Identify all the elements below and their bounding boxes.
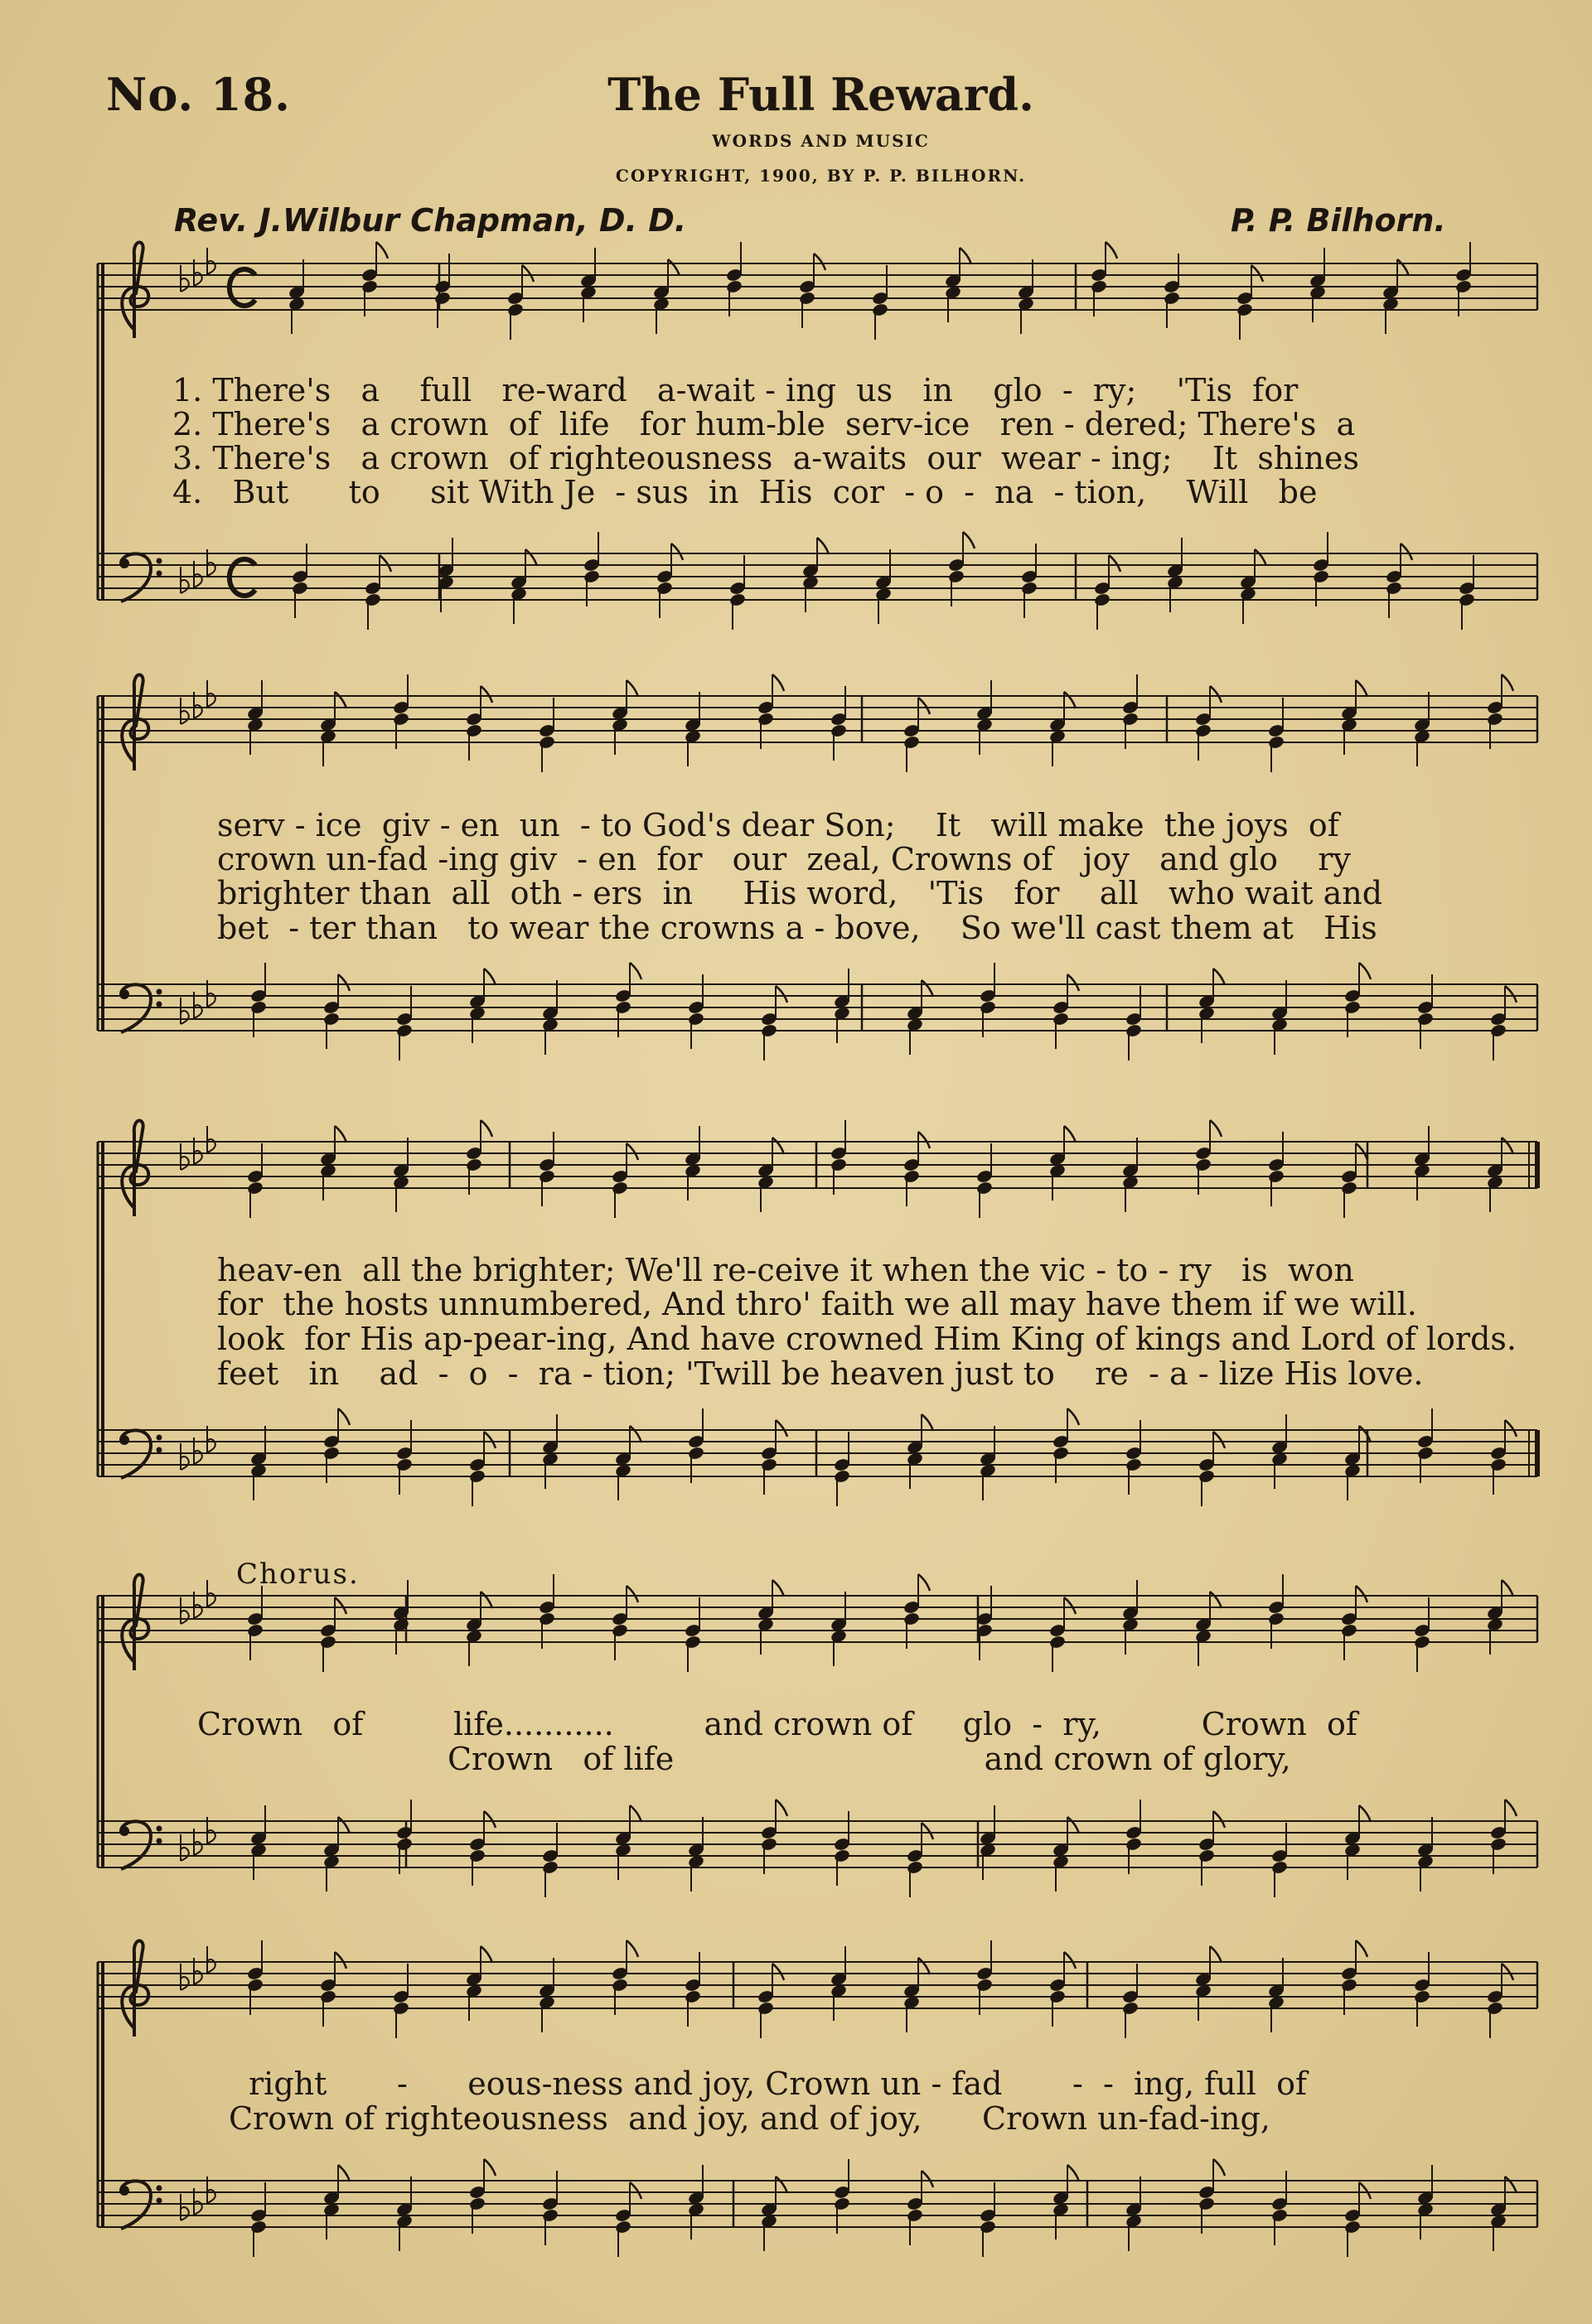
note-head [1020,581,1038,596]
flat-sign-icon [181,2207,189,2220]
note-flag [484,1811,496,1828]
note-head [1125,1023,1142,1038]
note-head [1416,1012,1434,1027]
note-flag [1106,242,1117,258]
note-flag [630,963,641,979]
note-flag [1505,1420,1517,1437]
note-head [541,2208,559,2223]
lyric-s2-v1: serv - ice giv - en un - to God's dear Son; It will make the joys of [217,807,1339,843]
note-flag [1210,686,1222,703]
lyric-s5-v1: right - eous-ness and joy, Crown un - fad - - ing, full of [249,2066,1308,2102]
note-head [395,1023,413,1038]
note-head [906,1860,923,1875]
note-flag [481,1120,492,1137]
note-flag [630,1426,641,1442]
note-flag [1356,1143,1367,1160]
note-flag [1251,265,1263,282]
bass-clef-dot [119,1826,129,1836]
lyric-s3-v1: heav-en all the brighter; We'll re-ceive it when the vic - to - ry is won [217,1252,1354,1288]
note-head [611,1181,628,1196]
note-flag [776,1420,787,1437]
lyric-s3-v4: feet in ad - o - ra - tion; 'Twill be heaven just to re - a - lize His love. [217,1355,1424,1392]
note-head [364,592,381,607]
lyric-s1-v2: 2. There's a crown of life for hum-ble serv-ice ren - dered; There's a [172,406,1356,442]
note-flag [1359,1805,1371,1822]
note-flag [963,532,975,548]
note-flag [1359,963,1371,979]
note-head [465,1157,482,1172]
note-flag [1210,1120,1222,1137]
treble-clef-icon [122,1120,148,1216]
note-head [902,735,920,750]
note-flag [922,1823,933,1839]
note-flag [1505,2177,1517,2193]
note-flag [484,969,496,985]
note-head [1270,1860,1288,1875]
note-head [1486,712,1503,727]
lyric-s4-v2: Crown of life and crown of glory, [197,1741,1291,1777]
note-head [1489,1457,1507,1472]
note-head [757,2001,774,2016]
note-head [1267,735,1285,750]
note-head [1489,1837,1507,1852]
note-flag [1502,1138,1513,1154]
chorus-label: Chorus. [236,1558,360,1591]
note-head [1270,2208,1288,2223]
note-head [322,1446,340,1461]
note-flag [1067,1408,1079,1425]
bass-clef-dot [157,989,162,995]
note-flag [1213,969,1225,985]
note-flag [671,544,683,560]
lyric-s4-v1: Crown of life........... and crown of glo - ry, Crown of [197,1706,1357,1742]
note-head [1489,1023,1507,1038]
note-flag [627,1143,638,1160]
note-flag [1067,974,1079,991]
note-flag [1359,2182,1371,2199]
bass-clef-dot [119,989,129,999]
note-head [906,2208,923,2223]
flat-sign-icon [181,1457,189,1470]
note-head [1052,1446,1069,1461]
note-head [760,1023,777,1038]
note-head [757,712,774,727]
note-flag [481,1592,492,1608]
note-flag [1210,1592,1222,1608]
note-flag [772,674,784,691]
note-flag [1502,674,1513,691]
note-head [975,1978,993,1993]
note-head [1340,1181,1357,1196]
note-head [541,1860,559,1875]
note-flag [814,254,825,270]
note-head [1194,723,1212,738]
flat-sign-icon [181,711,189,724]
note-head [468,1469,486,1484]
flat-sign-icon [181,1977,189,1990]
lyric-s5-v2: Crown of righteousness and joy, and of joy, Crown un-fad-ing, [229,2100,1270,2137]
note-head [798,291,815,306]
note-head [611,1978,628,1993]
note-head [1048,1635,1066,1650]
note-head [1198,1848,1215,1863]
note-head [684,1989,701,2004]
note-flag [922,980,933,997]
bass-clef-dot [157,1826,162,1832]
note-head [1125,1837,1142,1852]
note-flag [525,549,537,566]
composer-credit: P. P. Bilhorn. [1231,202,1446,239]
note-head [1125,1457,1142,1472]
note-head [395,1457,413,1472]
note-head [947,569,965,584]
note-flag [522,265,534,282]
note-flag [1109,555,1120,572]
note-head [614,2220,631,2235]
flat-sign-icon [181,278,189,292]
note-flag [922,1414,933,1431]
flat-sign-icon [181,1611,189,1624]
bass-clef-dot [157,571,162,577]
lyricist-credit: Rev. J.Wilbur Chapman, D. D. [174,202,687,239]
note-flag [1213,1432,1225,1448]
note-head [833,2196,850,2211]
bass-clef-dot [157,1435,162,1441]
note-head [392,2001,409,2016]
note-head [360,279,378,294]
note-head [249,2220,267,2235]
note-flag [776,2177,787,2193]
note-flag [630,1805,641,1822]
note-head [975,1181,993,1196]
note-flag [481,686,492,703]
bass-clef-dot [157,558,162,564]
note-flag [1213,1811,1225,1828]
lyric-s2-v4: bet - ter than to wear the crowns a - bove, So we'll cast them at His [217,910,1377,946]
note-flag [335,1126,346,1143]
note-head [1267,1611,1285,1626]
note-head [319,1635,336,1650]
bass-clef-dot [157,1002,162,1007]
note-head [1343,1000,1361,1015]
note-flag [1502,1580,1513,1597]
note-flag [338,974,350,991]
note-head [1385,581,1402,596]
treble-clef-icon [122,674,148,771]
note-head [1340,1623,1357,1638]
note-flag [338,1408,350,1425]
note-flag [627,680,638,697]
lyric-s1-v1: 1. There's a full re-ward a-wait - ing us in glo - ry; 'Tis for [172,372,1299,408]
lyric-s2-v3: brighter than all oth - ers in His word, 'Tis for all who wait and [217,875,1383,911]
note-head [902,1611,920,1626]
note-flag [776,1800,787,1816]
note-head [538,735,555,750]
note-head [830,723,847,738]
note-flag [1064,1126,1076,1143]
note-flag [918,698,930,714]
note-head [395,1837,413,1852]
note-flag [481,1946,492,1963]
note-head [1194,1157,1212,1172]
note-head [684,1635,701,1650]
note-head [760,1837,777,1852]
flat-sign-icon [181,580,189,593]
note-head [1454,279,1472,294]
note-flag [1213,2159,1225,2176]
note-flag [1067,1817,1079,1834]
lyric-s1-v4: 4. But to sit With Je - sus in His cor - o - na - tion, Will be [172,474,1318,510]
note-flag [1502,1964,1513,1980]
note-head [1090,279,1107,294]
note-head [979,1000,996,1015]
note-head [468,2196,486,2211]
note-head [246,1181,264,1196]
note-flag [484,1432,496,1448]
note-flag [1064,692,1076,708]
note-head [1052,1012,1069,1027]
note-flag [376,242,388,258]
note-flag [338,2165,350,2181]
note-head [1486,2001,1503,2016]
note-flag [1505,986,1517,1003]
note-flag [1255,549,1266,566]
note-flag [484,2159,496,2176]
note-flag [1064,1597,1076,1614]
note-flag [1356,1940,1367,1957]
note-flag [772,1138,784,1154]
lyric-s3-v3: look for His ap-pear-ing, And have crowned Him King of kings and Lord of lords. [217,1321,1517,1357]
note-head [1343,2220,1361,2235]
note-head [1198,1469,1215,1484]
lyric-s2-v2: crown un-fad -ing giv - en for our zeal, Crowns of joy and glo ry [217,841,1351,877]
note-head [291,581,308,596]
rights-line-2: COPYRIGHT, 1900, BY P. P. BILHORN. [615,166,1027,186]
note-flag [1505,1800,1517,1816]
note-head [1198,2196,1215,2211]
note-flag [922,2171,933,2187]
note-head [1163,291,1180,306]
note-head [1121,712,1139,727]
flat-sign-icon [181,1157,189,1170]
note-head [506,302,524,317]
note-head [1416,1446,1434,1461]
note-head [1093,592,1111,607]
note-flag [918,1574,930,1591]
hymn-number: No. 18. [106,68,291,121]
note-head [246,1978,264,1993]
note-flag [817,538,829,554]
note-head [538,1169,555,1184]
note-head [1413,1635,1430,1650]
note-head [833,1848,850,1863]
bass-clef-dot [119,558,129,568]
note-head [830,1157,847,1172]
treble-clef-icon [122,242,148,338]
note-head [538,1611,555,1626]
bass-clef-dot [119,1435,129,1445]
note-head [249,1000,267,1015]
bass-clef-dot [157,1838,162,1844]
note-head [687,1012,704,1027]
note-head [465,723,482,738]
bass-clef-dot [157,2198,162,2204]
note-head [1236,302,1253,317]
note-flag [627,1586,638,1602]
note-head [611,1623,628,1638]
note-head [1267,1169,1285,1184]
note-head [728,592,746,607]
note-flag [380,555,391,572]
note-flag [335,1597,346,1614]
note-flag [338,1817,350,1834]
note-head [433,291,451,306]
hymn-title: The Full Reward. [607,68,1034,121]
flat-sign-icon [181,1848,189,1861]
lyric-s1-v3: 3. There's a crown of righteousness a-waits our wear - ing; It shines [172,440,1359,476]
note-head [614,1000,631,1015]
note-head [1312,569,1329,584]
note-head [833,1469,850,1484]
bass-clef-dot [157,2186,162,2191]
note-flag [1210,1946,1222,1963]
note-head [871,302,888,317]
note-flag [918,1132,930,1148]
rights-line-1: WORDS AND MUSIC [712,131,930,151]
flat-sign-icon [181,1011,189,1024]
note-head [656,581,673,596]
note-flag [668,259,680,276]
note-flag [1397,259,1409,276]
bass-clef-dot [157,1447,162,1453]
note-head [902,1169,920,1184]
treble-clef-icon [122,1574,148,1670]
treble-clef-icon [122,1940,148,2037]
note-flag [1064,1952,1076,1969]
note-head [1340,1978,1357,1993]
note-flag [918,1958,930,1974]
note-head [1458,592,1475,607]
note-head [246,1623,264,1638]
note-flag [335,692,346,708]
note-head [322,1012,340,1027]
note-head [1413,1989,1430,2004]
note-head [725,279,743,294]
note-flag [627,1940,638,1957]
lyric-s3-v2: for the hosts unnumbered, And thro' faith we all may have them if we will. [217,1286,1417,1322]
note-flag [1067,2165,1079,2181]
note-head [583,569,600,584]
note-head [468,1848,486,1863]
note-flag [960,248,971,264]
note-flag [772,1580,784,1597]
note-flag [335,1952,346,1969]
bass-clef-dot [119,2186,129,2196]
note-head [1048,1989,1066,2004]
note-head [760,1457,777,1472]
note-flag [1359,1426,1371,1442]
note-flag [772,1964,784,1980]
note-head [979,2220,996,2235]
note-flag [1401,544,1412,560]
note-head [687,1446,704,1461]
note-flag [776,986,787,1003]
note-head [392,712,409,727]
note-flag [1356,1586,1367,1602]
note-head [319,1989,336,2004]
note-flag [1356,680,1367,697]
note-head [1121,2001,1139,2016]
note-flag [630,2182,641,2199]
